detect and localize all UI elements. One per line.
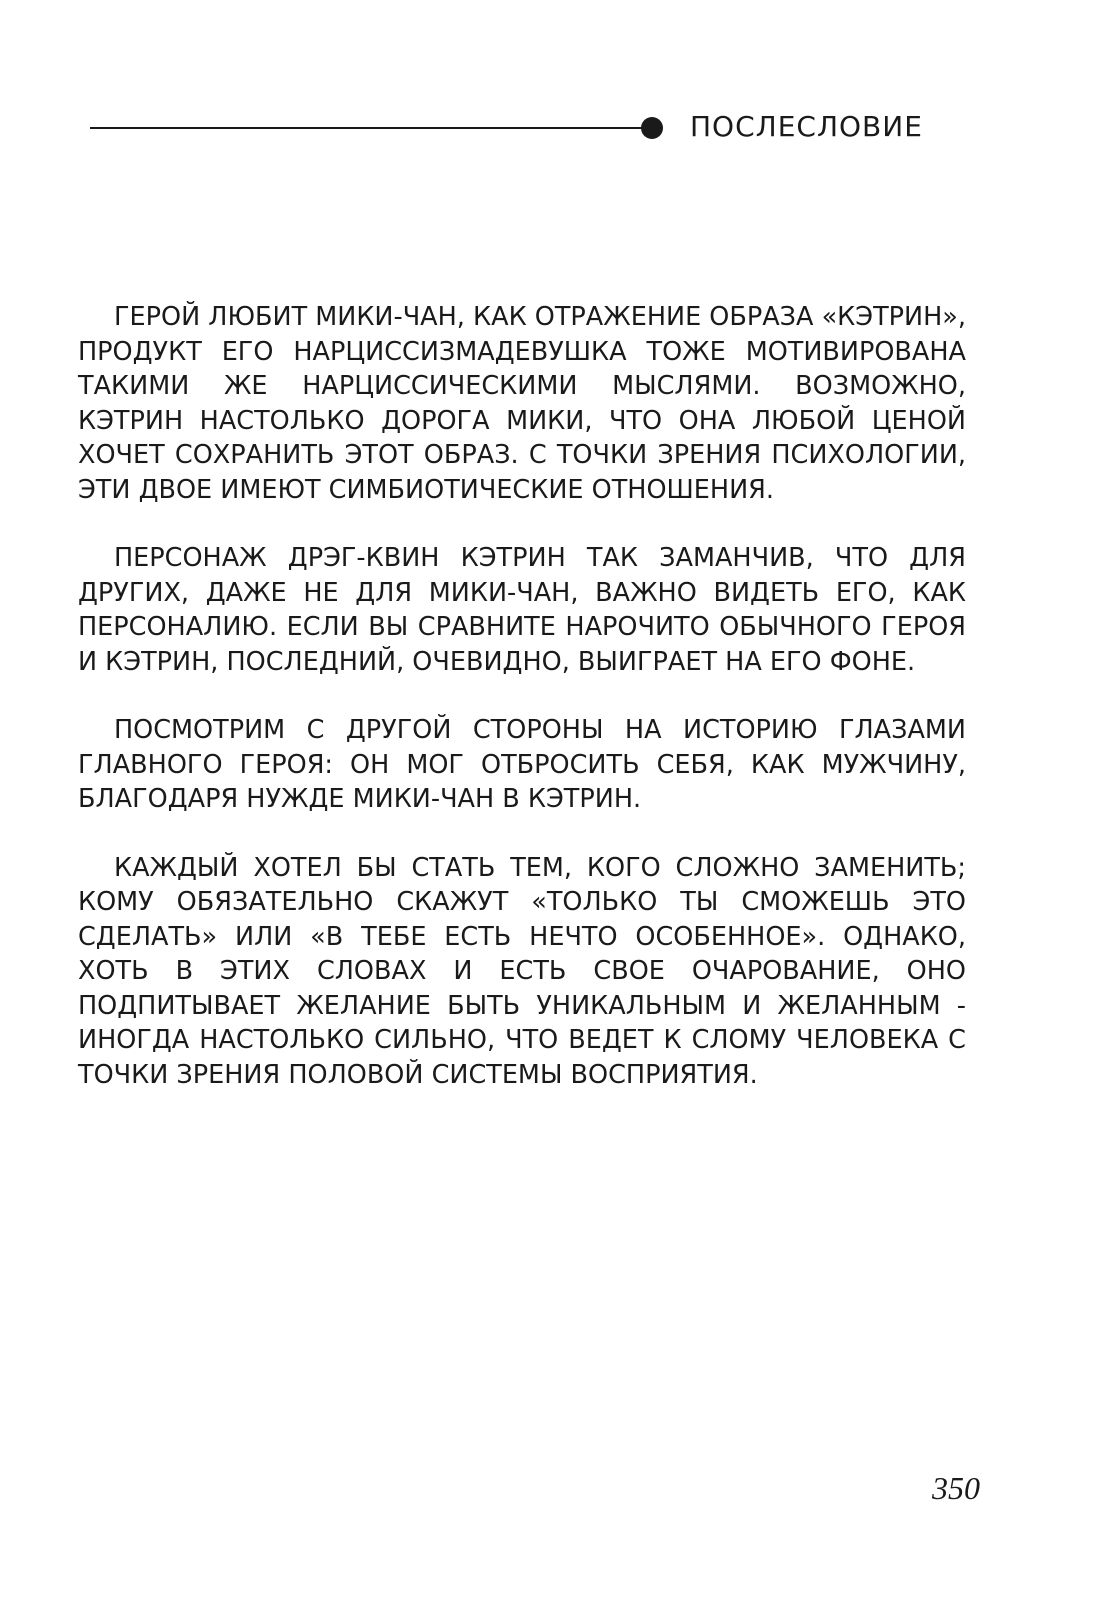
paragraph-2: ПЕРСОНАЖ ДРЭГ-КВИН КЭТРИН ТАК ЗАМАНЧИВ, ЧТО ДЛЯ ДРУГИХ, ДАЖЕ НЕ ДЛЯ МИКИ-ЧАН, ВАЖНО ВИДЕТЬ ЕГО, КАК ПЕРСОНАЛИЮ. ЕСЛИ ВЫ СРАВНИТЕ НАРОЧИТО ОБЫЧНОГО ГЕРОЯ И КЭТРИН, ПОСЛЕДНИЙ, ОЧЕВИДНО, ВЫИГРАЕТ НА ЕГО ФОНЕ. <box>78 543 966 677</box>
section-title: ПОСЛЕСЛОВИЕ <box>690 110 923 143</box>
bullet-dot-icon <box>641 117 663 139</box>
afterword-body <box>78 300 966 1126</box>
paragraph-1: ГЕРОЙ ЛЮБИТ МИКИ-ЧАН, КАК ОТРАЖЕНИЕ ОБРАЗА «КЭТРИН», ПРОДУКТ ЕГО НАРЦИССИЗМАДЕВУШКА ТОЖЕ МОТИВИРОВАНА ТАКИМИ ЖЕ НАРЦИССИЧЕСКИМИ МЫСЛЯМИ. ВОЗМОЖНО, КЭТРИН НАСТОЛЬКО ДОРОГА МИКИ, ЧТО ОНА ЛЮБОЙ ЦЕНОЙ ХОЧЕТ СОХРАНИТЬ ЭТОТ ОБРАЗ. С ТОЧКИ ЗРЕНИЯ ПСИХОЛОГИИ, ЭТИ ДВОЕ ИМЕЮТ СИМБИОТИЧЕСКИЕ ОТНОШЕНИЯ. <box>78 302 966 505</box>
header-rule <box>90 127 642 129</box>
paragraph-3: ПОСМОТРИМ С ДРУГОЙ СТОРОНЫ НА ИСТОРИЮ ГЛАЗАМИ ГЛАВНОГО ГЕРОЯ: ОН МОГ ОТБРОСИТЬ СЕБЯ, КАК МУЖЧИНУ, БЛАГОДАРЯ НУЖДЕ МИКИ-ЧАН В КЭТРИН. <box>78 715 966 814</box>
section-header <box>90 108 923 148</box>
paragraph-4: КАЖДЫЙ ХОТЕЛ БЫ СТАТЬ ТЕМ, КОГО СЛОЖНО ЗАМЕНИТЬ; КОМУ ОБЯЗАТЕЛЬНО СКАЖУТ «ТОЛЬКО ТЫ СМОЖЕШЬ ЭТО СДЕЛАТЬ» ИЛИ «В ТЕБЕ ЕСТЬ НЕЧТО ОСОБЕННОЕ». ОДНАКО, ХОТЬ В ЭТИХ СЛОВАХ И ЕСТЬ СВОЕ ОЧАРОВАНИЕ, ОНО ПОДПИТЫВАЕТ ЖЕЛАНИЕ БЫТЬ УНИКАЛЬНЫМ И ЖЕЛАННЫМ - ИНОГДА НАСТОЛЬКО СИЛЬНО, ЧТО ВЕДЕТ К СЛОМУ ЧЕЛОВЕКА С ТОЧКИ ЗРЕНИЯ ПОЛОВОЙ СИСТЕМЫ ВОСПРИЯТИЯ. <box>78 852 966 1090</box>
page-number: 350 <box>932 1470 980 1506</box>
